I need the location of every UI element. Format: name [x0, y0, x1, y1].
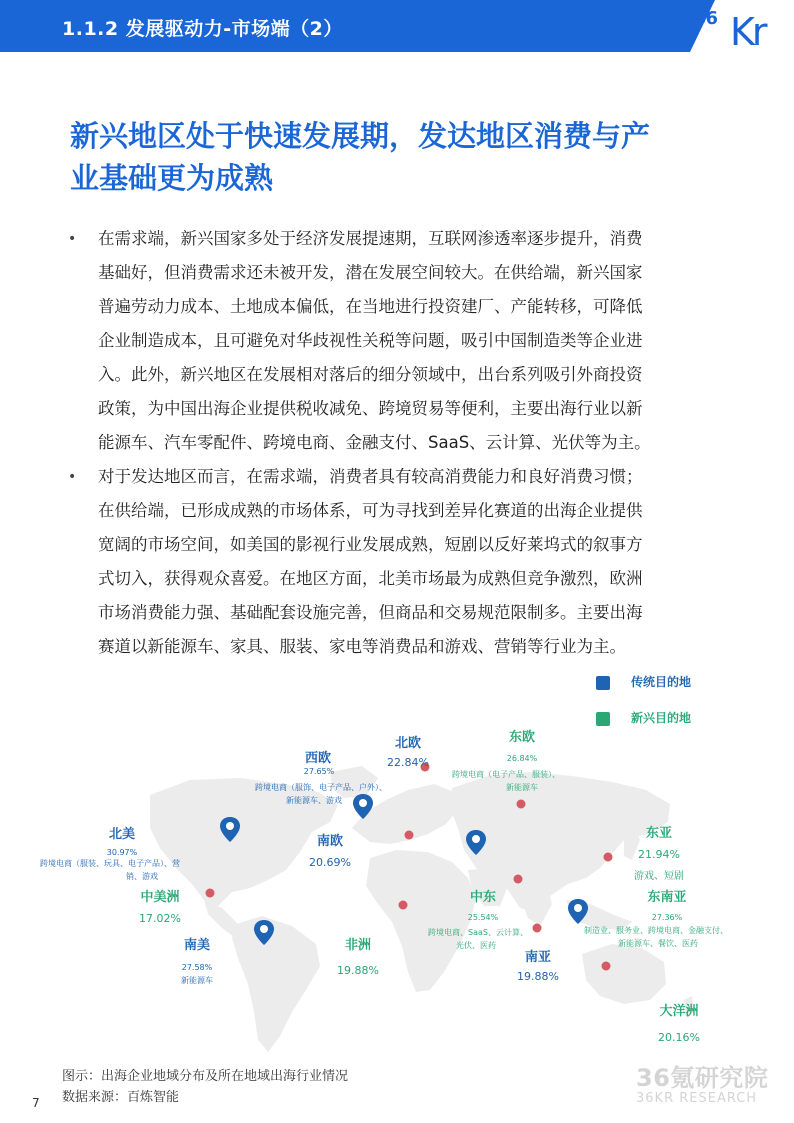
region-desc: 跨境电商（电子产品、服装）、 新能源车 — [452, 770, 560, 792]
bullet-item-developed — [68, 460, 728, 664]
bullet-line: 式切入，获得观众喜爱。在地区方面，北美市场最为成熟但竞争激烈，欧洲 — [98, 569, 643, 588]
region-name: 南亚 — [524, 950, 551, 965]
region-name: 中东 — [469, 890, 496, 905]
region-pct: 27.65% — [303, 767, 335, 776]
watermark-line-1: 36氪研究院 — [636, 1064, 769, 1092]
region-south-america — [166, 934, 228, 987]
logo-kr: Kr — [730, 10, 765, 54]
region-pct: 20.16% — [658, 1031, 700, 1044]
bullet-line: 能源车、汽车零配件、跨境电商、金融支付、SaaS、云计算、光伏等为主。 — [98, 433, 651, 452]
south-america-shape — [232, 916, 320, 1052]
legend-label: 传统目的地 — [631, 675, 692, 689]
36kr-logo — [694, 6, 794, 52]
region-name: 西欧 — [304, 751, 331, 766]
region-pct: 19.88% — [517, 970, 559, 983]
figure-caption — [62, 1066, 348, 1108]
bullet-line: 企业制造成本，且可避免对华歧视性关税等问题，吸引中国制造类等企业进 — [98, 331, 643, 350]
region-name: 中美洲 — [140, 890, 180, 905]
logo-36: 36 — [694, 8, 718, 29]
data-source: 数据来源：百炼智能 — [62, 1090, 180, 1105]
region-name: 北美 — [108, 827, 135, 842]
region-name: 东南亚 — [647, 890, 687, 905]
bullet-line: 宽阔的市场空间，如美国的影视行业发展成熟，短剧以反好莱坞式的叙事方 — [98, 535, 643, 554]
region-name: 大洋洲 — [659, 1004, 699, 1019]
watermark-line-2: 36KR RESEARCH — [636, 1091, 758, 1106]
bullet-marker: • — [68, 469, 77, 485]
location-dot-icon — [206, 889, 215, 898]
region-north-america — [96, 823, 148, 857]
figure-title: 图示：出海企业地域分布及所在地域出海行业情况 — [62, 1069, 349, 1084]
region-desc: 跨境电商、SaaS、云计算、 光伏、医药 — [428, 928, 528, 950]
region-name: 东欧 — [508, 730, 535, 745]
region-desc: 制造业、服务业、跨境电商、金融支付、 新能源车、餐饮、医药 — [584, 926, 728, 948]
region-pct: 26.84% — [506, 754, 538, 763]
australia-shape — [582, 944, 666, 1004]
region-pct: 19.88% — [337, 964, 379, 977]
legend-traditional — [596, 672, 736, 692]
section-title: 1.1.2 发展驱动力-市场端（2） — [62, 18, 343, 40]
bullet-line: 对于发达地区而言，在需求端，消费者具有较高消费能力和良好消费习惯； — [98, 467, 643, 486]
location-dot-icon — [604, 853, 613, 862]
region-middle-east — [450, 886, 516, 922]
region-name: 北欧 — [394, 736, 421, 751]
location-dot-icon — [514, 875, 523, 884]
region-desc: 跨境电商（服饰、电子产品、户外）、 新能源车、游戏 — [255, 783, 387, 805]
headline-line-2: 业基础更为成熟 — [70, 161, 274, 195]
region-pct: 30.97% — [106, 848, 138, 857]
region-pct: 27.58% — [181, 963, 213, 972]
region-east-europe — [490, 726, 554, 763]
watermark — [636, 1058, 768, 1106]
bullet-line: 市场消费能力强、基础配套设施完善，但商品和交易规范限制多。主要出海 — [98, 603, 643, 622]
region-pct: 20.69% — [309, 856, 351, 869]
region-pct: 17.02% — [139, 912, 181, 925]
bullet-line: 在供给端，已形成成熟的市场体系，可为寻找到差异化赛道的出海企业提供 — [98, 501, 643, 520]
page-headline — [70, 115, 730, 199]
region-east-asia — [626, 822, 692, 882]
location-dot-icon — [602, 962, 611, 971]
region-name: 东亚 — [645, 826, 672, 841]
bullet-marker: • — [68, 231, 77, 247]
continents — [150, 766, 694, 1052]
region-name: 非洲 — [344, 938, 371, 953]
region-desc: 游戏、短剧 — [634, 871, 684, 882]
region-pct: 21.94% — [638, 848, 680, 861]
region-name: 南欧 — [316, 834, 343, 849]
bullet-list — [68, 222, 728, 664]
region-west-europe — [286, 747, 350, 766]
bullet-line: 赛道以新能源车、家具、服装、家电等消费品和游戏、营销等行业为主。 — [98, 637, 626, 656]
page-number: 7 — [32, 1096, 40, 1110]
location-dot-icon — [517, 800, 526, 809]
region-pct: 25.54% — [467, 913, 499, 922]
region-oceania — [648, 1000, 710, 1044]
region-desc: 跨境电商（服装、玩具、电子产品）、营 销、游戏 — [40, 859, 180, 881]
legend-swatch-blue — [596, 676, 610, 690]
region-pct: 22.84% — [387, 756, 429, 769]
bullet-line: 基础好，但消费需求还未被开发，潜在发展空间较大。在供给端，新兴国家 — [98, 263, 643, 282]
region-south-asia — [508, 946, 568, 983]
bullet-line: 政策，为中国出海企业提供税收减免、跨境贸易等便利，主要出海行业以新 — [98, 399, 643, 418]
location-dot-icon — [399, 901, 408, 910]
bullet-line: 普遍劳动力成本、土地成本偏低，在当地进行投资建厂、产能转移，可降低 — [98, 297, 643, 316]
headline-line-1: 新兴地区处于快速发展期，发达地区消费与产 — [70, 119, 651, 153]
india-shape — [520, 880, 552, 926]
bullet-line: 在需求端，新兴国家多处于经济发展提速期，互联网渗透率逐步提升，消费 — [98, 229, 643, 248]
bullet-item-emerging — [68, 222, 728, 460]
legend-label: 新兴目的地 — [631, 711, 692, 725]
region-africa — [328, 934, 388, 977]
location-dot-icon — [405, 831, 414, 840]
region-central-america — [130, 886, 190, 925]
region-pct: 27.36% — [651, 913, 683, 922]
bullet-line: 入。此外，新兴地区在发展相对落后的细分领域中，出台系列吸引外商投资 — [98, 365, 643, 384]
region-southeast-asia — [632, 886, 702, 922]
region-south-europe — [300, 830, 360, 869]
region-desc: 新能源车 — [181, 976, 213, 985]
region-north-europe — [378, 732, 438, 769]
region-name: 南美 — [183, 938, 210, 953]
